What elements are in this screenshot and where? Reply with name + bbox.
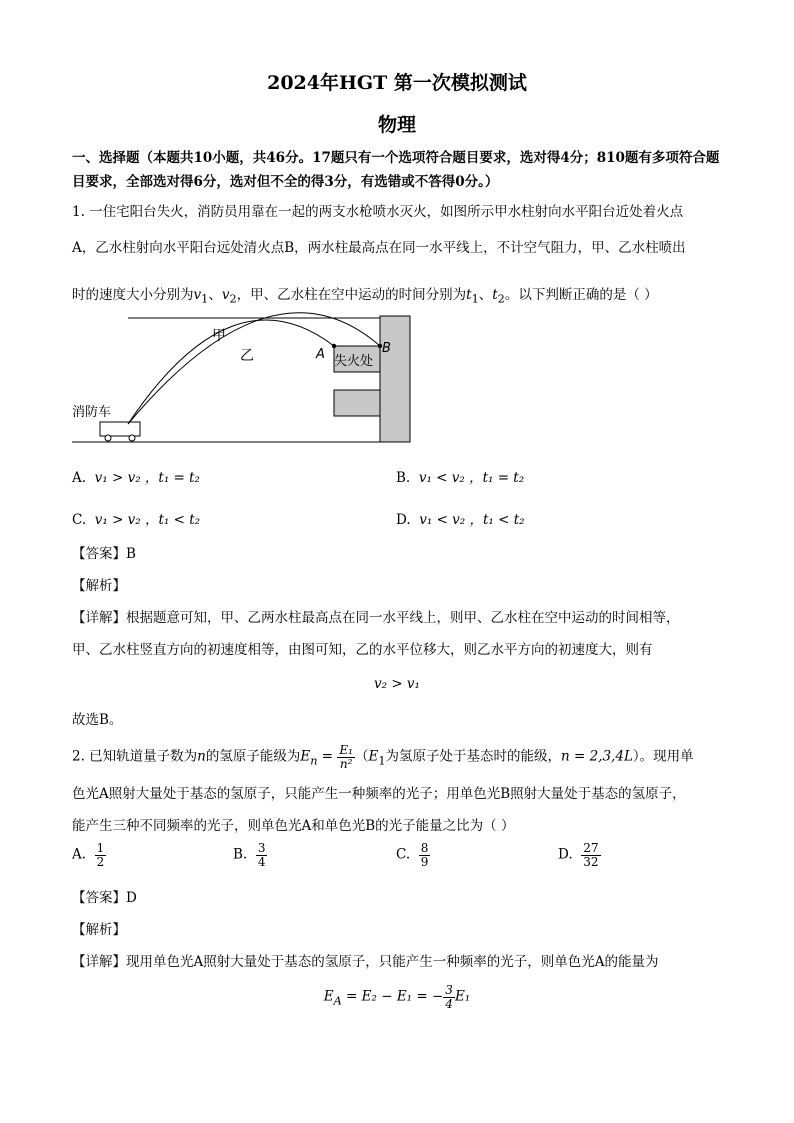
q1-figure xyxy=(0,310,794,450)
fraction-numerator: E₁ xyxy=(339,743,353,757)
q1-option-b[interactable] xyxy=(396,466,524,486)
q2-option-d[interactable] xyxy=(558,842,601,868)
eq-sign: = xyxy=(317,748,338,765)
q1-option-a[interactable] xyxy=(72,466,200,486)
q1-point-b: B xyxy=(284,240,295,256)
q1-conclusion: 故选B。 xyxy=(72,712,123,728)
n-symbol: n xyxy=(197,748,206,765)
truck-wheel-2 xyxy=(129,435,135,441)
equation-tail: E₁ xyxy=(454,988,471,1005)
fraction-denominator: 4 xyxy=(445,996,453,1011)
fraction-denominator: 2 xyxy=(96,854,105,869)
t2-symbol: t xyxy=(492,287,498,303)
q1-analysis: 【解析】 xyxy=(72,578,126,594)
fraction-denominator: 4 xyxy=(257,854,266,869)
label-point-a: A xyxy=(316,347,325,362)
q1-line-2 xyxy=(72,236,686,256)
truck-wheel-1 xyxy=(105,435,111,441)
option-text: v₁ > v₂ ，t₁ = t₂ xyxy=(94,470,200,486)
v1-subscript: 1 xyxy=(201,292,209,306)
equation-middle: = E₂ − E₁ = − xyxy=(341,988,444,1005)
q2-detail-1: 【详解】现用单色光A照射大量处于基态的氢原子，只能产生一种频率的光子，则单色光A的能量为 xyxy=(72,954,659,970)
fraction-denominator: 32 xyxy=(583,854,599,869)
q1-line-3 xyxy=(72,283,658,306)
e1-subscript: 1 xyxy=(378,754,386,768)
q2-option-c[interactable] xyxy=(396,842,430,868)
fraction-denominator: 9 xyxy=(420,854,429,869)
option-key: B. xyxy=(233,846,248,863)
q1-answer: 【答案】B xyxy=(72,546,136,562)
en-symbol: E xyxy=(300,748,311,765)
label-jia: 甲 xyxy=(212,328,226,344)
q1-option-d[interactable] xyxy=(396,508,525,528)
v2-symbol: v xyxy=(221,287,230,303)
label-point-b: B xyxy=(382,341,391,356)
option-text: v₁ < v₂ ，t₁ = t₂ xyxy=(418,470,525,486)
point-a-dot xyxy=(332,344,336,348)
q2-line-1-text-2: 的氢原子能级为 xyxy=(205,748,301,765)
fraction-numerator: 8 xyxy=(420,841,429,855)
q2-line-1-text-3: （ xyxy=(354,748,369,765)
q1-detail-2: 甲、乙水柱竖直方向的初速度相等，由图可知，乙的水平位移大，则乙水平方向的初速度大，则有 xyxy=(72,642,653,658)
q2-option-a[interactable] xyxy=(72,842,106,868)
subject-title: 物理 xyxy=(377,114,416,136)
ea-symbol: E xyxy=(323,988,334,1005)
label-truck: 消防车 xyxy=(72,405,112,420)
fraction-denominator: n² xyxy=(339,756,353,771)
option-key: C. xyxy=(72,512,87,528)
option-text: v₁ < v₂ ，t₁ < t₂ xyxy=(419,512,525,528)
fraction-numerator: 27 xyxy=(583,841,599,855)
label-yi: 乙 xyxy=(240,348,254,364)
t1-subscript: 1 xyxy=(471,292,479,306)
fraction-numerator: 1 xyxy=(96,841,105,855)
option-key: C. xyxy=(396,846,411,863)
q2-line-2: 色光A照射大量处于基态的氢原子，只能产生一种频率的光子；用单色光B照射大量处于基态的氢原子， xyxy=(72,786,686,802)
q1-line-1: 1. 一住宅阳台失火，消防员用靠在一起的两支水枪喷水灭火，如图所示甲水柱射向水平阳台近处着火点 xyxy=(72,204,684,220)
q2-line-1-text: 2. 已知轨道量子数为 xyxy=(72,748,198,765)
option-fraction xyxy=(581,842,600,868)
ea-subscript: A xyxy=(333,994,342,1008)
option-key: B. xyxy=(396,470,411,486)
q2-option-b[interactable] xyxy=(233,842,267,868)
option-key: A. xyxy=(72,470,87,486)
q2-line-1 xyxy=(72,744,694,770)
q2-line-3: 能产生三种不同频率的光子，则单色光A和单色光B的光子能量之比为（ ） xyxy=(72,818,515,834)
t1-symbol: t xyxy=(466,287,472,303)
option-fraction xyxy=(95,842,107,868)
separator-2: 、 xyxy=(478,287,493,303)
section-heading: 一、选择题（本题共10小题，共46分。17题只有一个选项符合题目要求，选对得4分；810题有多项符合题目要求，全部选对得6分，选对但不全的得3分，有选错或不答得0分。） xyxy=(72,150,720,190)
q2-line-1-text-5: ）。现用单 xyxy=(632,748,694,765)
q1-option-c[interactable] xyxy=(72,508,200,528)
q2-line-1-text-4: 为氢原子处于基态时的能级， xyxy=(385,748,561,765)
balcony-lower xyxy=(334,390,380,416)
option-key: D. xyxy=(396,512,411,528)
en-subscript: n xyxy=(310,754,318,768)
option-key: D. xyxy=(558,846,573,863)
v2-subscript: 2 xyxy=(229,292,237,306)
equation-fraction xyxy=(443,984,455,1010)
exam-title: 2024年HGT 第一次模拟测试 xyxy=(267,72,527,94)
q1-line-3-text-3: 。以下判断正确的是（ ） xyxy=(504,287,658,303)
q2-answer: 【答案】D xyxy=(72,890,137,906)
fraction-numerator: 3 xyxy=(445,983,453,997)
q1-equation: v₂ > v₁ xyxy=(374,676,420,692)
n-values: n = 2,3,4L xyxy=(561,748,633,765)
v1-symbol: v xyxy=(193,287,202,303)
option-fraction xyxy=(256,842,268,868)
water-jet-jia xyxy=(128,320,334,424)
q1-line-2-text: ，乙水柱射向水平阳台远处清火点 xyxy=(81,240,285,256)
q1-line-3-text: 时的速度大小分别为 xyxy=(72,287,194,303)
separator: 、 xyxy=(208,287,222,303)
q1-line-3-text-2: ，甲、乙水柱在空中运动的时间分别为 xyxy=(236,287,467,303)
e1-symbol: E xyxy=(368,748,379,765)
option-key: A. xyxy=(72,846,87,863)
q2-analysis: 【解析】 xyxy=(72,922,126,938)
option-text: v₁ > v₂ ，t₁ < t₂ xyxy=(94,512,201,528)
q2-equation xyxy=(0,984,794,1010)
q1-point-a: A xyxy=(72,240,82,256)
t2-subscript: 2 xyxy=(497,292,505,306)
energy-fraction xyxy=(337,744,355,770)
fraction-numerator: 3 xyxy=(257,841,266,855)
fire-truck-body xyxy=(100,422,140,436)
label-fire: 失火处 xyxy=(334,354,374,369)
q1-line-2-text-2: ，两水柱最高点在同一水平线上，不计空气阻力，甲、乙水柱喷出 xyxy=(294,240,686,256)
option-fraction xyxy=(419,842,431,868)
building-wall xyxy=(380,316,410,442)
q1-detail-1: 【详解】根据题意可知，甲、乙两水柱最高点在同一水平线上，则甲、乙水柱在空中运动的时间相等， xyxy=(72,610,680,626)
